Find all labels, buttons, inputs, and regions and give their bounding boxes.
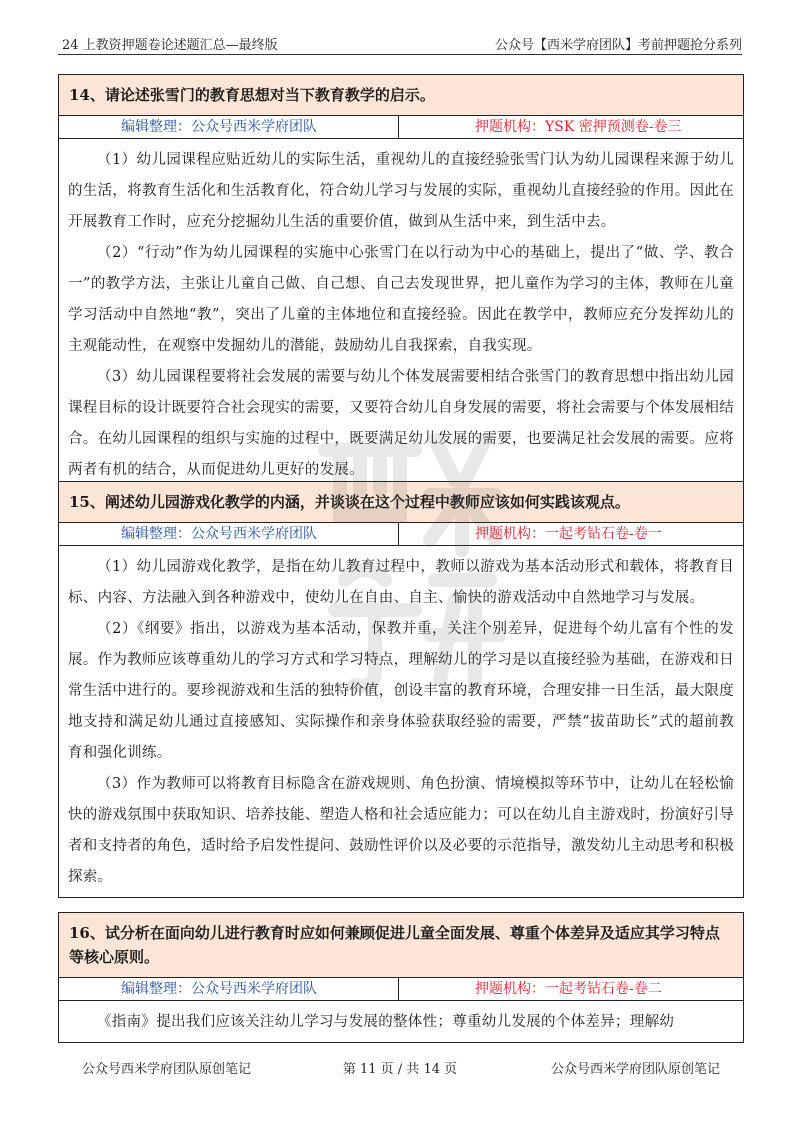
answer-paragraph: （3）作为教师可以将教育目标隐含在游戏规则、角色扮演、情境模拟等环节中，让幼儿在轻松愉快的游戏氛围中获取知识、培养技能、塑造人格和社会适应能力；可以在幼儿自主游戏时，扮演好引导者和支持者的角色，适时给予启发性提问、鼓励性评价以及必要的示范指导，激发幼儿主动思考和积极探索。 (68, 776, 734, 885)
question-box-14 (58, 74, 744, 491)
source-org: 押题机构：YSK 密押预测卷-卷三 (475, 119, 682, 135)
answer-paragraph: （2）《纲要》指出，以游戏为基本活动，保教并重，关注个别差异，促进每个幼儿富有个性的发展。作为教师应该尊重幼儿的学习方式和学习特点，理解幼儿的学习是以直接经验为基础，在游戏和日常生活中进行的。要珍视游戏和生活的独特价值，创设丰富的教育环境，合理安排一日生活，最大限度地支持和满足幼儿通过直接感知、实际操作和亲身体验获取经验的需要，严禁“拔苗助长”式的超前教育和强化训练。 (68, 621, 734, 761)
header-right-text: 公众号【西米学府团队】考前押题抢分系列 (494, 38, 742, 53)
meta-row (59, 978, 743, 1001)
meta-row (59, 523, 743, 546)
footer-left-text: 公众号西米学府团队原创笔记 (82, 1062, 252, 1077)
question-title: 15、阐述幼儿园游戏化教学的内涵，并谈谈在这个过程中教师应该如何实践该观点。 (59, 482, 743, 523)
answer-paragraph: （1）幼儿园课程应贴近幼儿的实际生活，重视幼儿的直接经验张雪门认为幼儿园课程来源于幼儿的生活，将教育生活化和生活教育化，符合幼儿学习与发展的实际，重视幼儿直接经验的作用。因此在开展教育工作时，应充分挖掘幼儿生活的重要价值，做到从生活中来，到生活中去。 (68, 152, 734, 230)
question-box-16 (58, 912, 744, 1043)
page-header (58, 30, 742, 55)
answer-body (59, 1001, 743, 1042)
answer-paragraph: （2）“行动”作为幼儿园课程的实施中心张雪门在以行动为中心的基础上，提出了“做、学、教合一”的教学方法，主张让儿童自己做、自己想、自己去发现世界，把儿童作为学习的主体，教师在儿童学习活动中自然地“教”，突出了儿童的主体地位和直接经验。因此在教学中，教师应充分发挥幼儿的主观能动性，在观察中发掘幼儿的潜能，鼓励幼儿自我探索，自我实现。 (68, 245, 734, 354)
editor-credit: 编辑整理：公众号西米学府团队 (59, 978, 399, 1000)
question-title: 14、请论述张雪门的教育思想对当下教育教学的启示。 (59, 75, 743, 116)
meta-row (59, 116, 743, 139)
header-left-text: 24 上教资押题卷论述题汇总—最终版 (62, 38, 278, 53)
editor-credit: 编辑整理：公众号西米学府团队 (59, 523, 399, 545)
answer-body (59, 139, 743, 490)
editor-credit: 编辑整理：公众号西米学府团队 (59, 116, 399, 138)
footer-right-text: 公众号西米学府团队原创笔记 (550, 1062, 720, 1077)
page-footer (58, 1058, 742, 1078)
answer-body (59, 546, 743, 897)
answer-paragraph: 《指南》提出我们应该关注幼儿学习与发展的整体性；尊重幼儿发展的个体差异；理解幼 (97, 1014, 675, 1030)
page-number: 第 11 页 / 共 14 页 (342, 1062, 458, 1077)
answer-paragraph: （1）幼儿园游戏化教学，是指在幼儿教育过程中，教师以游戏为基本活动形式和载体，将教育目标、内容、方法融入到各种游戏中，使幼儿在自由、自主、愉快的游戏活动中自然地学习与发展。 (68, 559, 734, 606)
answer-paragraph: （3）幼儿园课程要将社会发展的需要与幼儿个体发展需要相结合张雪门的教育思想中指出幼儿园课程目标的设计既要符合社会现实的需要，又要符合幼儿自身发展的需要，将社会需要与个体发展相结合。在幼儿园课程的组织与实施的过程中，既要满足幼儿发展的需要，也要满足社会发展的需要。应将两者有机的结合，从而促进幼儿更好的发展。 (68, 369, 734, 478)
source-org: 押题机构：一起考钻石卷-卷一 (475, 526, 662, 542)
question-title: 16、试分析在面向幼儿进行教育时应如何兼顾促进儿童全面发展、尊重个体差异及适应其学习特点等核心原则。 (59, 913, 743, 978)
source-org: 押题机构：一起考钻石卷-卷二 (475, 981, 662, 997)
question-box-15 (58, 481, 744, 898)
